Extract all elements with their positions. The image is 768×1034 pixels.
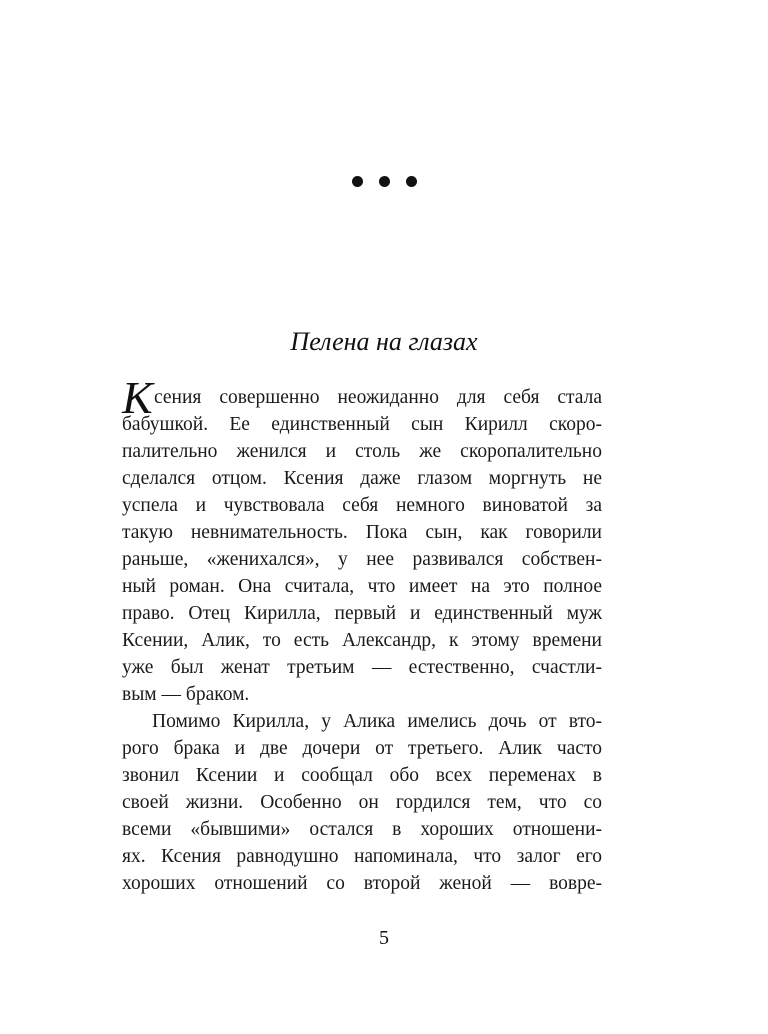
body-line-3: палительно женился и столь же скоропалительно <box>122 441 602 462</box>
body-line-5: успела и чувствовала себя немного виноватой за <box>122 495 602 516</box>
body-line-text: сения совершенно неожиданно для себя стала <box>154 387 602 408</box>
body-line-8: ный роман. Она считала, что имеет на это полное <box>122 576 602 597</box>
body-line-14: рого брака и две дочери от третьего. Алик часто <box>122 738 602 759</box>
body-line-17: всеми «бывшими» остался в хороших отношени- <box>122 819 602 840</box>
drop-cap: К <box>122 372 153 423</box>
body-line-16: своей жизни. Особенно он гордился тем, что со <box>122 792 602 813</box>
body-line-13: Помимо Кирилла, у Алика имелись дочь от вто- <box>152 711 602 732</box>
page-number: 5 <box>379 927 389 949</box>
chapter-body <box>122 372 602 897</box>
body-line-19: хороших отношений со второй женой — вовре- <box>122 873 602 894</box>
body-line-18: ях. Ксения равнодушно напоминала, что залог его <box>122 846 602 867</box>
ornament-dot-2 <box>379 176 390 187</box>
body-line-6: такую невнимательность. Пока сын, как говорили <box>122 522 602 543</box>
body-line-2: бабушкой. Ее единственный сын Кирилл скоро- <box>122 414 602 435</box>
body-line-10: Ксении, Алик, то есть Александр, к этому времени <box>122 630 602 651</box>
body-line-7: раньше, «женихался», у нее развивался собствен- <box>122 549 602 570</box>
body-line-12: вым — браком. <box>122 684 250 705</box>
ornament-dot-3 <box>406 176 417 187</box>
chapter-title: Пелена на глазах <box>290 327 478 356</box>
section-ornament <box>0 168 768 188</box>
body-line-9: право. Отец Кирилла, первый и единственный муж <box>122 603 602 624</box>
ornament-dot-1 <box>352 176 363 187</box>
body-line-15: звонил Ксении и сообщал обо всех переменах в <box>122 765 602 786</box>
body-line-1 <box>122 372 602 423</box>
body-line-11: уже был женат третьим — естественно, счастли- <box>122 657 602 678</box>
body-line-4: сделался отцом. Ксения даже глазом моргнуть не <box>122 468 602 489</box>
